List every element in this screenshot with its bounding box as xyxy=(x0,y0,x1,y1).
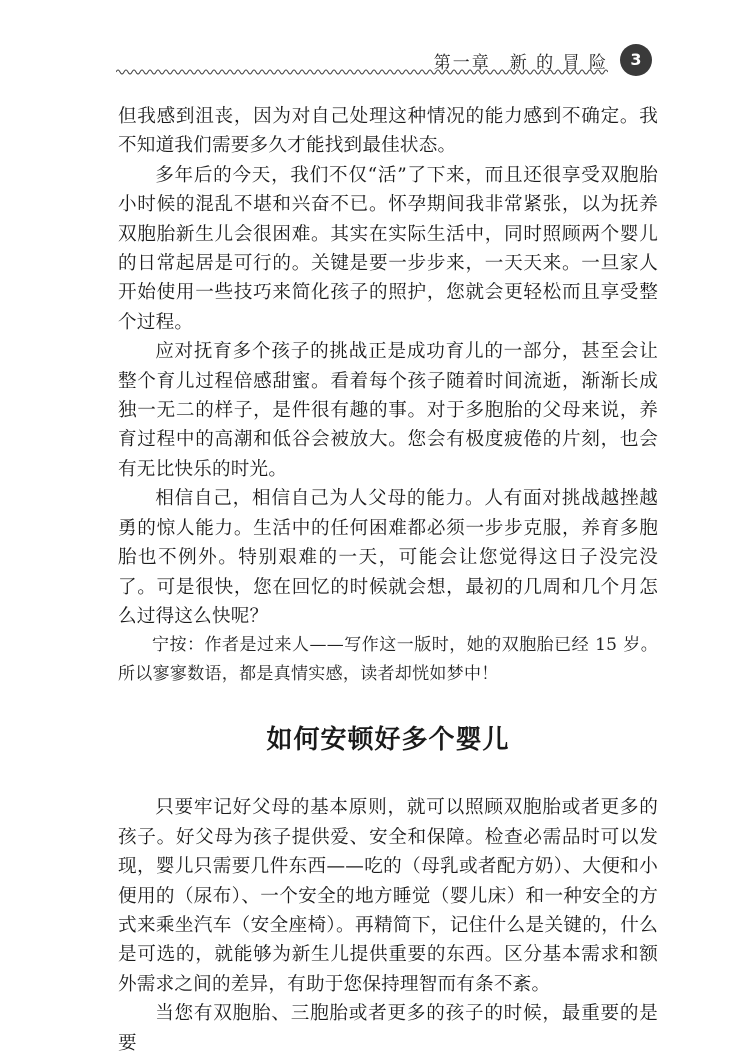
body-paragraph: 应对抚育多个孩子的挑战正是成功育儿的一部分，甚至会让整个育儿过程倍感甜蜜。看着每个孩子随着时间流逝，渐渐长成独一无二的样子，是件很有趣的事。对于多胞胎的父母来说，养育过程中的高潮和低谷会被放大。您会有极度疲倦的片刻，也会有无比快乐的时光。 xyxy=(118,341,658,480)
page-number-badge: 3 xyxy=(620,44,652,76)
editor-note: 宁按：作者是过来人——写作这一版时，她的双胞胎已经 15 岁。所以寥寥数语，都是真情实感，读者却恍如梦中！ xyxy=(118,635,658,685)
page-content xyxy=(118,102,658,1058)
body-paragraph: 当您有双胞胎、三胞胎或者更多的孩子的时候，最重要的是要 xyxy=(118,1003,658,1054)
chapter-title: 第一章 新 的 冒 险 xyxy=(433,53,608,73)
header-wavy-rule xyxy=(116,68,608,76)
body-paragraph: 多年后的今天，我们不仅“活”了下来，而且还很享受双胞胎小时候的混乱不堪和兴奋不已。怀孕期间我非常紧张，以为抚养双胞胎新生儿会很困难。其实在实际生活中，同时照顾两个婴儿的日常起居是可行的。关键是要一步步来，一天天来。一旦家人开始使用一些技巧来简化孩子的照护，您就会更轻松而且享受整个过程。 xyxy=(118,164,658,333)
body-paragraph: 相信自己，相信自己为人父母的能力。人有面对挑战越挫越勇的惊人能力。生活中的任何困难都必须一步步克服，养育多胞胎也不例外。特别艰难的一天，可能会让您觉得这日子没完没了。可是很快，您在回忆的时候就会想，最初的几周和几个月怎么过得这么快呢？ xyxy=(118,488,658,627)
section-heading: 如何安顿好多个婴儿 xyxy=(266,725,510,756)
body-paragraph: 但我感到沮丧，因为对自己处理这种情况的能力感到不确定。我不知道我们需要多久才能找到最佳状态。 xyxy=(118,106,658,157)
body-paragraph: 只要牢记好父母的基本原则，就可以照顾双胞胎或者更多的孩子。好父母为孩子提供爱、安全和保障。检查必需品时可以发现，婴儿只需要几件东西——吃的（母乳或者配方奶）、大便和小便用的（尿布）、一个安全的地方睡觉（婴儿床）和一种安全的方式来乘坐汽车（安全座椅）。再精简下，记住什么是关键的，什么是可选的，就能够为新生儿提供重要的东西。区分基本需求和额外需求之间的差异，有助于您保持理智而有条不紊。 xyxy=(118,797,658,995)
